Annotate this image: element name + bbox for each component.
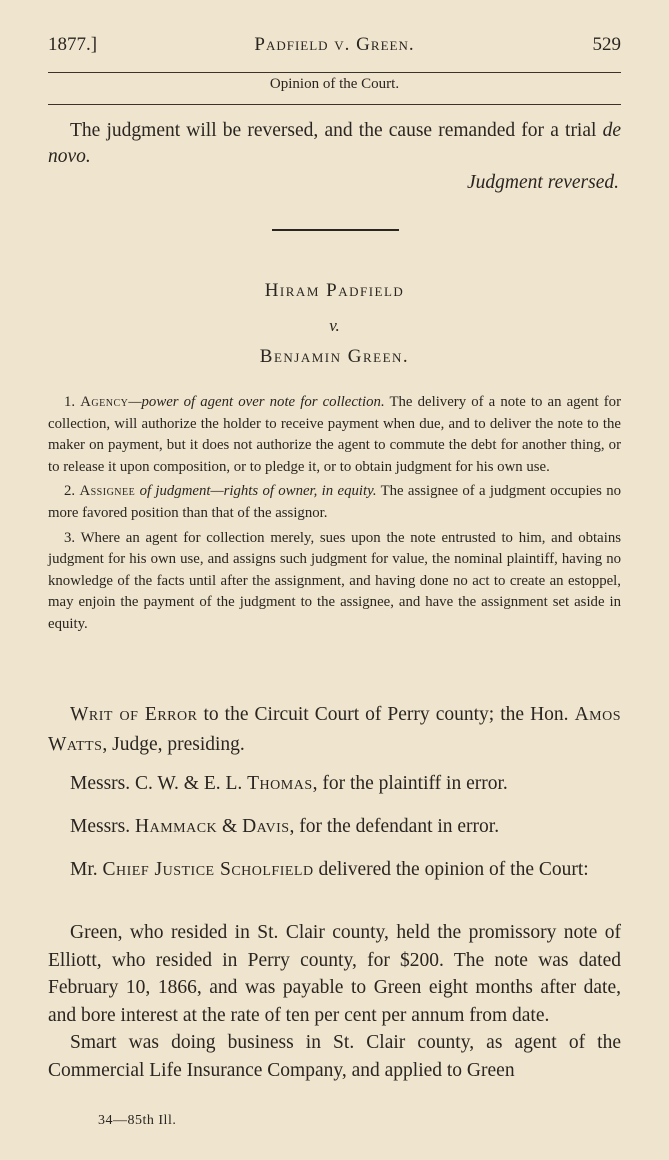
syllabus-subtopic: —power of agent over note for collection. [128, 394, 385, 410]
signature-mark: 34—85th Ill. [98, 1113, 177, 1128]
prior-case-conclusion [48, 118, 621, 196]
case-versus: v. [329, 316, 340, 335]
syllabus-item [48, 392, 621, 478]
counsel-post: , for the plaintiff in error. [312, 773, 508, 794]
header-rule-top [48, 72, 621, 73]
case-plaintiff: Hiram Padfield [264, 280, 405, 301]
page-number: 529 [592, 34, 621, 55]
de-novo: de novo. [48, 120, 621, 167]
counsel-plaintiff-line [48, 771, 621, 797]
counsel-defendant-name2: Davis [242, 816, 290, 837]
syllabus-number: 3. [64, 529, 76, 546]
writ-text1: to the Circuit Court of Perry county; the Hon. [197, 704, 575, 725]
counsel-plaintiff [48, 771, 621, 797]
syllabus-item [48, 481, 621, 524]
counsel-pre: Messrs. C. W. & E. L. [70, 773, 248, 794]
opinion-intro [48, 855, 621, 884]
body-paragraph: Smart was doing business in St. Clair county, as agent of the Commercial Life Insurance Company, and applied to Green [48, 1032, 621, 1081]
intro-post: delivered the opinion of the Court: [313, 859, 589, 880]
opinion-intro-line [48, 855, 621, 884]
syllabus-topic: Agency [80, 394, 129, 410]
writ-text2: , Judge, presiding. [102, 734, 245, 755]
chief-justice: Chief Justice Scholfield [102, 859, 314, 880]
syllabus-text: The assignee of a judgment occupies no more favored position than that of the assignor. [48, 483, 621, 521]
writ-label: Writ of Error [70, 704, 198, 725]
opinion-body [48, 919, 621, 1084]
running-header [48, 34, 621, 62]
judgment-reversed: Judgment reversed. [467, 172, 619, 193]
counsel-defendant-name1: Hammack [135, 816, 218, 837]
case-separator-rule [272, 229, 399, 231]
conclusion-line2: a trial [550, 120, 603, 141]
syllabus-text: Where an agent for collection merely, sues upon the note entrusted to him, and obtains judgment for his own use, and assigns such judgment for value, the nominal plaintiff, having no knowledge of the facts until after the assignment, and having done no act to create an estoppel, may enjoin the payment of the judgment to the assignee, and have the assignment set aside in equity. [48, 529, 622, 632]
intro-pre: Mr. [70, 859, 103, 880]
writ-of-error [48, 700, 621, 760]
syllabus-number: 1. [64, 394, 76, 410]
counsel-amp: & [217, 816, 243, 837]
syllabus-item [48, 528, 621, 636]
header-title: Padfield v. Green. [254, 34, 415, 55]
syllabus-number: 2. [64, 483, 76, 500]
section-subheading: Opinion of the Court. [269, 76, 400, 92]
conclusion-line1: The judgment will be reversed, and the cause remanded for [70, 120, 545, 141]
writ-paragraph [48, 700, 621, 760]
syllabus-topic: Assignee [79, 483, 136, 500]
judge-name: Amos Watts [48, 704, 621, 755]
counsel-defendant [48, 814, 621, 840]
header-rule-bottom [48, 104, 621, 105]
counsel-pre: Messrs. [70, 816, 136, 837]
syllabus-subtopic: of judgment—rights of owner, in equity. [135, 483, 377, 500]
case-defendant: Benjamin Green. [259, 346, 410, 367]
syllabus [48, 392, 621, 636]
syllabus-text: The delivery of a note to an agent for collection, will authorize the holder to receive payment when due, and to deliver the note to the maker on payment, but it does not authorize the agent to commute the debt for another thing, or to release it upon composition, or to pledge it, or to obtain judgment for his own use. [48, 394, 622, 475]
counsel-defendant-line [48, 814, 621, 840]
header-year: 1877.] [48, 34, 98, 55]
counsel-plaintiff-name: Thomas [247, 773, 313, 794]
body-paragraph: Green, who resided in St. Clair county, held the promissory note of Elliott, who resided in Perry county, for $200. The note was dated February 10, 1866, and was payable to Green eight months after date, and bore interest at the rate of ten per cent per annum from date. [48, 922, 621, 1026]
conclusion-paragraph [48, 118, 621, 170]
counsel-post: , for the defendant in error. [289, 816, 500, 837]
